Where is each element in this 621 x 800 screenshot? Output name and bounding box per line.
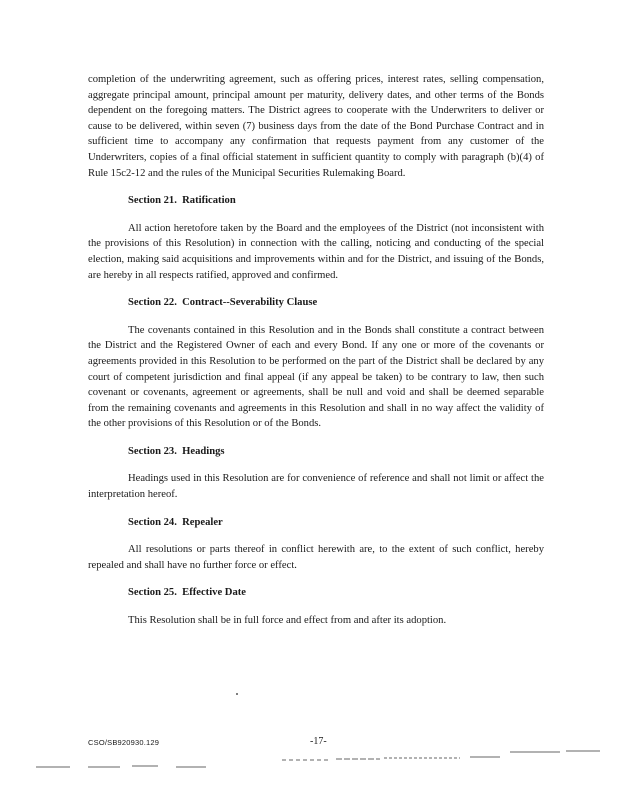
scan-speck [236, 693, 238, 695]
section-heading [128, 444, 544, 460]
document-code: CSO/SB920930.129 [88, 738, 160, 747]
section-number: Section 24. [128, 516, 177, 528]
section-body: All action heretofore taken by the Board and the employees of the District (not inconsistent with the provisions of this Resolution) in connection with the calling, noticing and conducting of the special election, making said acquisitions and improvements within and for the District, and issuing of the Bonds, are hereby in all respects ratified, approved and confirmed. [88, 222, 544, 281]
section-number: Section 23. [128, 445, 177, 457]
opening-paragraph: completion of the underwriting agreement, such as offering prices, interest rates, selling compensation, aggregate principal amount, principal amount per maturity, delivery dates, and other terms of the Bonds dependent on the foregoing matters. The District agrees to cooperate with the Underwriters to deliver or cause to be delivered, within seven (7) business days from the date of the Bond Purchase Contract and in sufficient time to accompany any confirmation that requests payment from any customer of the Underwriters, copies of a final official statement in sufficient quantity to comply with paragraph (b)(4) of Rule 15c2-12 and the rules of the Municipal Securities Rulemaking Board. [88, 74, 544, 179]
page-footer [88, 736, 544, 752]
section-heading [128, 193, 544, 209]
section-25 [88, 585, 544, 628]
section-number: Section 25. [128, 587, 177, 599]
section-22 [88, 295, 544, 432]
section-heading [128, 585, 544, 601]
section-title: Contract--Severability Clause [182, 297, 318, 309]
section-title: Repealer [182, 516, 223, 528]
section-body: All resolutions or parts thereof in conflict herewith are, to the extent of such conflict, hereby repealed and shall have no further force or effect. [88, 544, 544, 571]
section-number: Section 22. [128, 297, 177, 309]
section-heading [128, 295, 544, 311]
section-body: Headings used in this Resolution are for convenience of reference and shall not limit or affect the interpretation hereof. [88, 473, 544, 501]
section-body: This Resolution shall be in full force and effect from and after its adoption. [128, 615, 447, 627]
page-number: -17- [310, 736, 327, 747]
section-number: Section 21. [128, 195, 177, 207]
section-title: Headings [182, 445, 225, 457]
section-title: Effective Date [182, 587, 246, 599]
document-body [88, 72, 544, 639]
section-body: The covenants contained in this Resolution and in the Bonds shall constitute a contract between the District and the Registered Owner of each and every Bond. If any one or more of the covenants or agreements provided in this Resolution to be performed on the part of the District shall be declared by any court of competent jurisdiction and final appeal (if any appeal be taken) to be contrary to law, then such covenant or covenants, agreement or agreements, shall be null and void and shall be deemed separable from the remaining covenants and agreements in this Resolution and shall in no way affect the validity of the other provisions of this Resolution or of the Bonds. [88, 324, 544, 430]
section-24 [88, 515, 544, 574]
section-23 [88, 444, 544, 503]
section-heading [128, 515, 544, 531]
section-21 [88, 193, 544, 283]
section-title: Ratification [182, 195, 236, 207]
